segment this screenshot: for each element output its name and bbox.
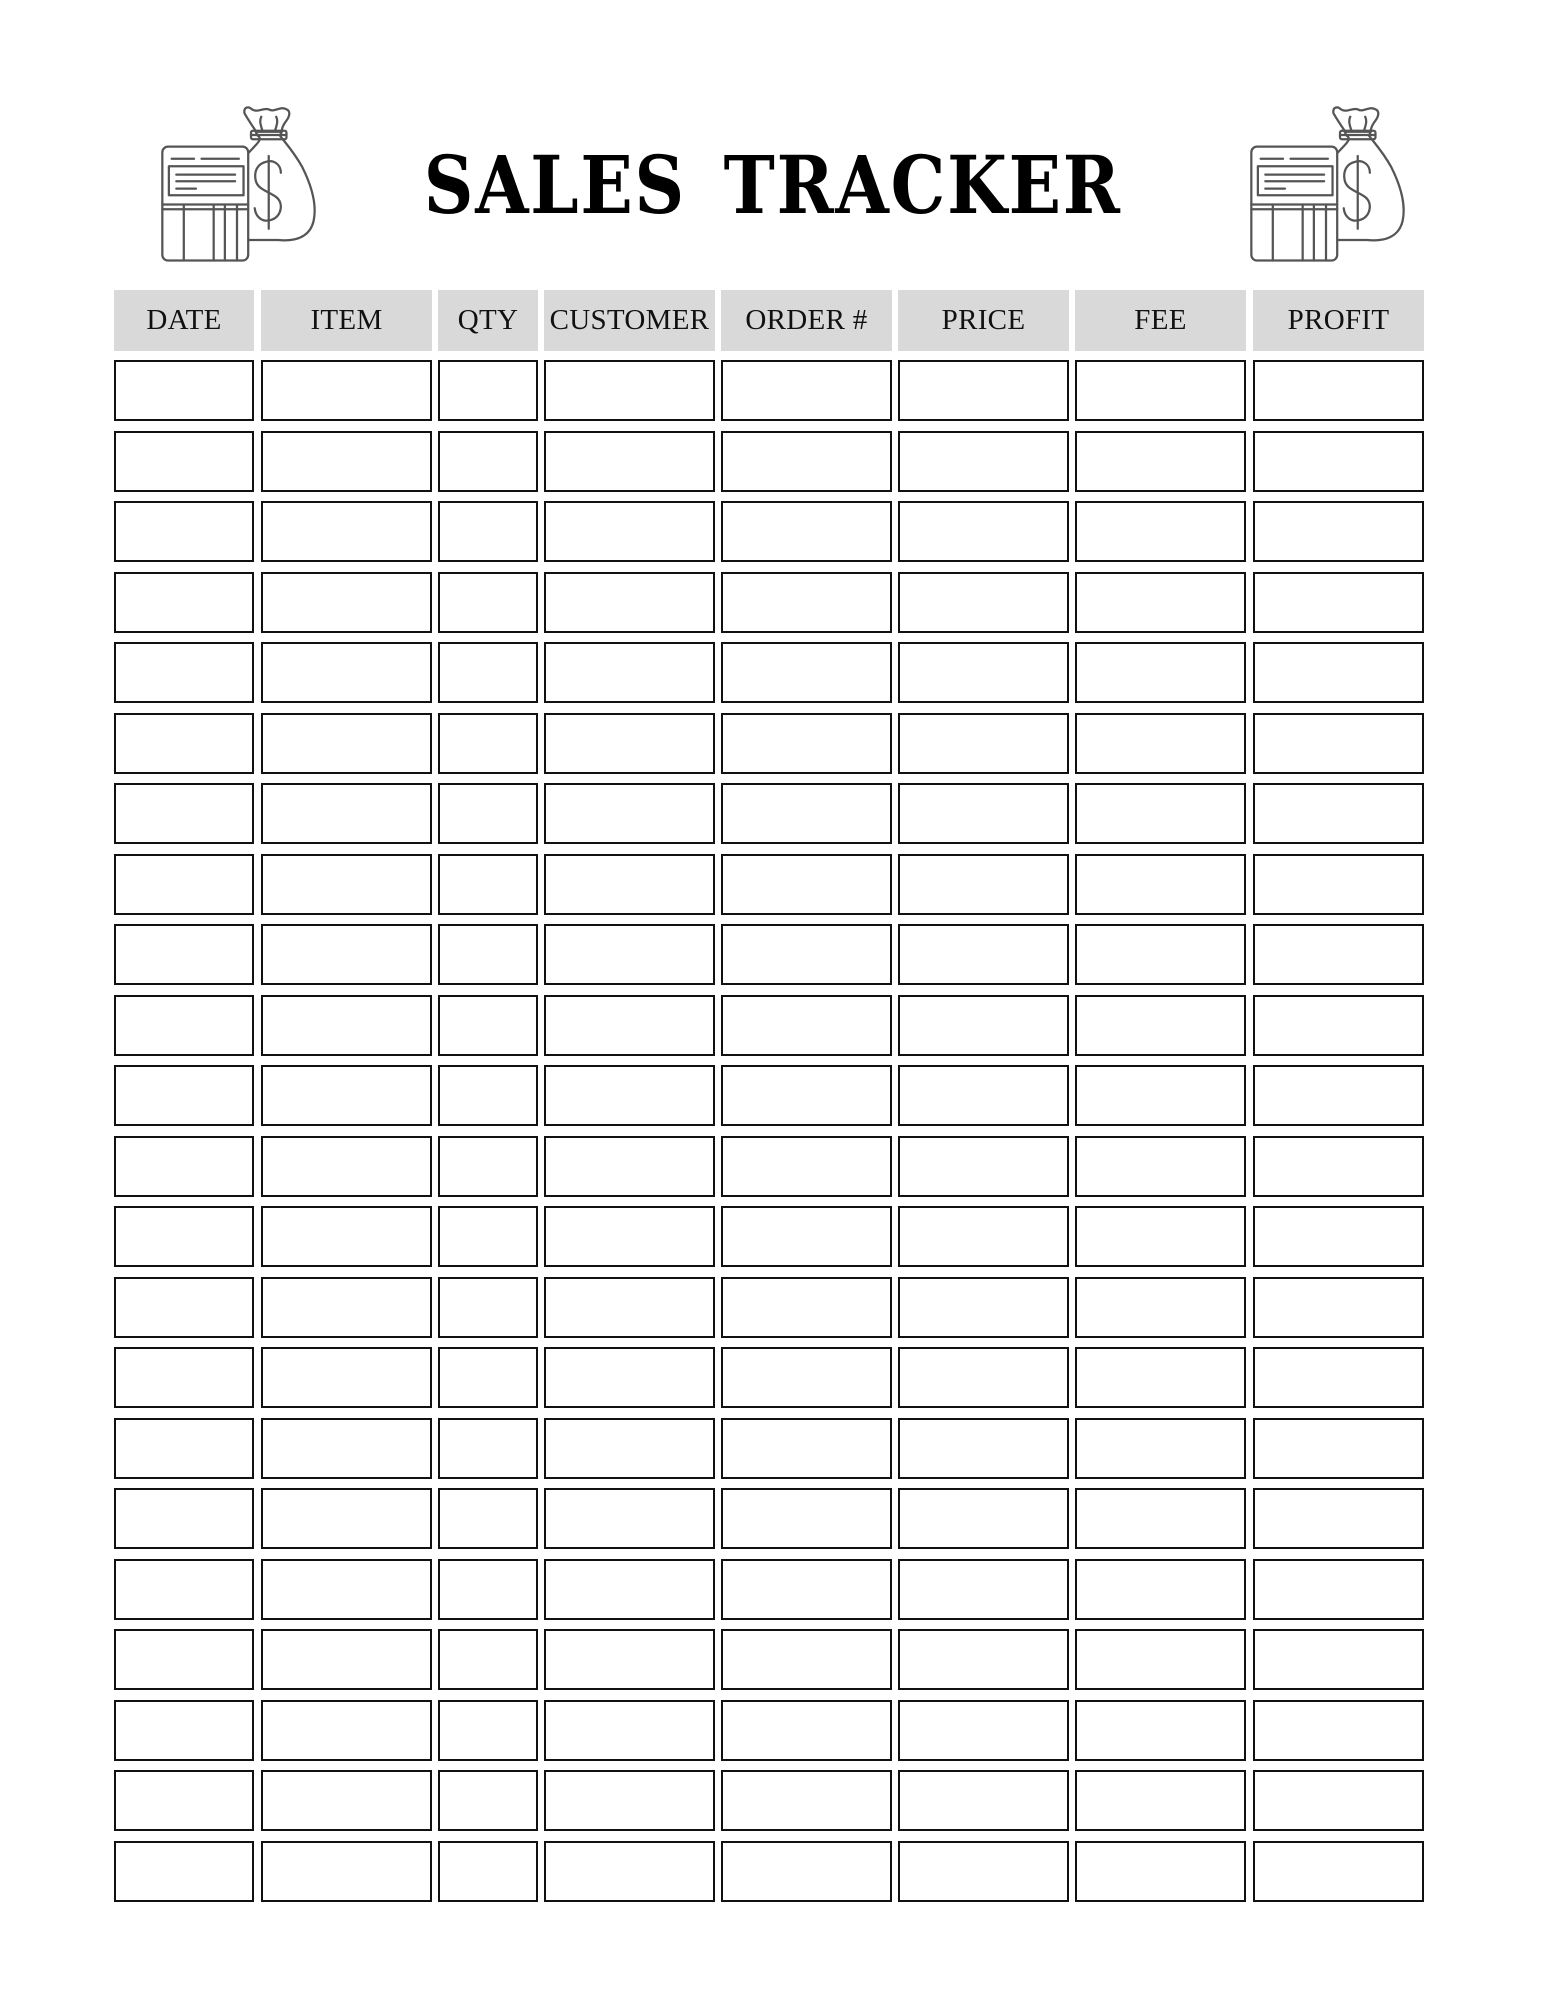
column-header: ORDER #	[721, 290, 892, 351]
page-title-text: SALES TRACKER	[423, 138, 1122, 232]
table-cell-order[interactable]	[721, 501, 892, 562]
table-cell-order[interactable]	[721, 1418, 892, 1479]
table-cell-qty[interactable]	[438, 783, 538, 844]
table-cell-price[interactable]	[898, 1841, 1069, 1902]
table-cell-customer[interactable]	[544, 783, 715, 844]
table-cell-date[interactable]	[114, 1418, 254, 1479]
table-cell-order[interactable]	[721, 360, 892, 421]
table-cell-qty[interactable]	[438, 360, 538, 421]
table-cell-price[interactable]	[898, 1065, 1069, 1126]
table-cell-fee[interactable]	[1075, 713, 1246, 774]
table-cell-item[interactable]	[261, 1841, 432, 1902]
table-cell-profit[interactable]	[1253, 1770, 1424, 1831]
table-cell-customer[interactable]	[544, 501, 715, 562]
table-cell-qty[interactable]	[438, 1347, 538, 1408]
table-cell-order[interactable]	[721, 1770, 892, 1831]
column-header: DATE	[114, 290, 254, 351]
table-cell-customer[interactable]	[544, 1136, 715, 1197]
table-cell-qty[interactable]	[438, 1206, 538, 1267]
table-cell-date[interactable]	[114, 1136, 254, 1197]
table-cell-price[interactable]	[898, 1629, 1069, 1690]
table-cell-customer[interactable]	[544, 1418, 715, 1479]
column-header: PROFIT	[1253, 290, 1424, 351]
table-cell-item[interactable]	[261, 1136, 432, 1197]
table-cell-qty[interactable]	[438, 854, 538, 915]
table-cell-profit[interactable]	[1253, 713, 1424, 774]
table-cell-item[interactable]	[261, 360, 432, 421]
table-cell-qty[interactable]	[438, 1629, 538, 1690]
table-cell-order[interactable]	[721, 572, 892, 633]
table-cell-order[interactable]	[721, 783, 892, 844]
table-cell-date[interactable]	[114, 360, 254, 421]
table-cell-order[interactable]	[721, 1700, 892, 1761]
table-cell-order[interactable]	[721, 1136, 892, 1197]
table-cell-date[interactable]	[114, 1559, 254, 1620]
table-cell-fee[interactable]	[1075, 431, 1246, 492]
table-cell-order[interactable]	[721, 1277, 892, 1338]
table-cell-price[interactable]	[898, 783, 1069, 844]
table-cell-qty[interactable]	[438, 1700, 538, 1761]
table-cell-item[interactable]	[261, 1770, 432, 1831]
table-cell-profit[interactable]	[1253, 1841, 1424, 1902]
table-cell-customer[interactable]	[544, 642, 715, 703]
table-cell-price[interactable]	[898, 713, 1069, 774]
table-cell-order[interactable]	[721, 431, 892, 492]
table-cell-qty[interactable]	[438, 1277, 538, 1338]
table-cell-fee[interactable]	[1075, 1347, 1246, 1408]
table-cell-price[interactable]	[898, 1136, 1069, 1197]
table-cell-qty[interactable]	[438, 1136, 538, 1197]
table-cell-price[interactable]	[898, 1347, 1069, 1408]
table-cell-price[interactable]	[898, 572, 1069, 633]
table-cell-profit[interactable]	[1253, 1418, 1424, 1479]
table-cell-fee[interactable]	[1075, 1065, 1246, 1126]
table-cell-fee[interactable]	[1075, 1277, 1246, 1338]
table-cell-order[interactable]	[721, 854, 892, 915]
table-cell-profit[interactable]	[1253, 431, 1424, 492]
table-cell-date[interactable]	[114, 1700, 254, 1761]
table-cell-qty[interactable]	[438, 1770, 538, 1831]
table-cell-price[interactable]	[898, 431, 1069, 492]
table-cell-fee[interactable]	[1075, 501, 1246, 562]
table-cell-fee[interactable]	[1075, 1559, 1246, 1620]
table-cell-item[interactable]	[261, 995, 432, 1056]
table-cell-date[interactable]	[114, 854, 254, 915]
table-cell-item[interactable]	[261, 642, 432, 703]
table-cell-profit[interactable]	[1253, 1065, 1424, 1126]
table-cell-qty[interactable]	[438, 501, 538, 562]
table-cell-customer[interactable]	[544, 1770, 715, 1831]
table-cell-item[interactable]	[261, 1206, 432, 1267]
table-cell-item[interactable]	[261, 1488, 432, 1549]
table-cell-qty[interactable]	[438, 1065, 538, 1126]
table-cell-item[interactable]	[261, 783, 432, 844]
table-cell-fee[interactable]	[1075, 1629, 1246, 1690]
table-cell-price[interactable]	[898, 924, 1069, 985]
table-cell-order[interactable]	[721, 995, 892, 1056]
table-cell-fee[interactable]	[1075, 1418, 1246, 1479]
table-cell-order[interactable]	[721, 1065, 892, 1126]
table-cell-item[interactable]	[261, 1418, 432, 1479]
table-cell-qty[interactable]	[438, 713, 538, 774]
table-cell-fee[interactable]	[1075, 783, 1246, 844]
table-cell-customer[interactable]	[544, 1841, 715, 1902]
table-cell-price[interactable]	[898, 1488, 1069, 1549]
table-cell-customer[interactable]	[544, 1347, 715, 1408]
table-cell-profit[interactable]	[1253, 854, 1424, 915]
table-cell-date[interactable]	[114, 642, 254, 703]
table-cell-fee[interactable]	[1075, 360, 1246, 421]
table-cell-date[interactable]	[114, 501, 254, 562]
table-cell-order[interactable]	[721, 642, 892, 703]
table-cell-customer[interactable]	[544, 1206, 715, 1267]
table-cell-date[interactable]	[114, 1770, 254, 1831]
table-cell-customer[interactable]	[544, 1277, 715, 1338]
column-header: QTY	[438, 290, 538, 351]
table-cell-qty[interactable]	[438, 1418, 538, 1479]
table-cell-fee[interactable]	[1075, 642, 1246, 703]
table-cell-profit[interactable]	[1253, 642, 1424, 703]
table-cell-customer[interactable]	[544, 924, 715, 985]
table-cell-price[interactable]	[898, 1700, 1069, 1761]
table-cell-qty[interactable]	[438, 572, 538, 633]
table-cell-qty[interactable]	[438, 431, 538, 492]
table-cell-profit[interactable]	[1253, 1277, 1424, 1338]
table-cell-fee[interactable]	[1075, 1206, 1246, 1267]
table-cell-profit[interactable]	[1253, 995, 1424, 1056]
table-cell-price[interactable]	[898, 501, 1069, 562]
table-cell-price[interactable]	[898, 642, 1069, 703]
table-cell-item[interactable]	[261, 1559, 432, 1620]
table-cell-date[interactable]	[114, 1841, 254, 1902]
table-cell-item[interactable]	[261, 572, 432, 633]
table-cell-order[interactable]	[721, 713, 892, 774]
table-cell-order[interactable]	[721, 1206, 892, 1267]
table-cell-fee[interactable]	[1075, 854, 1246, 915]
table-cell-price[interactable]	[898, 1559, 1069, 1620]
table-cell-date[interactable]	[114, 995, 254, 1056]
table-cell-date[interactable]	[114, 1629, 254, 1690]
table-cell-price[interactable]	[898, 995, 1069, 1056]
table-cell-order[interactable]	[721, 924, 892, 985]
table-cell-profit[interactable]	[1253, 924, 1424, 985]
table-cell-item[interactable]	[261, 1277, 432, 1338]
table-cell-profit[interactable]	[1253, 1700, 1424, 1761]
table-cell-price[interactable]	[898, 1277, 1069, 1338]
table-cell-customer[interactable]	[544, 1559, 715, 1620]
table-cell-price[interactable]	[898, 854, 1069, 915]
table-cell-order[interactable]	[721, 1841, 892, 1902]
table-cell-item[interactable]	[261, 713, 432, 774]
table-cell-item[interactable]	[261, 1700, 432, 1761]
table-cell-fee[interactable]	[1075, 1136, 1246, 1197]
table-cell-item[interactable]	[261, 1347, 432, 1408]
table-cell-profit[interactable]	[1253, 1559, 1424, 1620]
table-cell-profit[interactable]	[1253, 501, 1424, 562]
table-cell-profit[interactable]	[1253, 1347, 1424, 1408]
table-cell-customer[interactable]	[544, 854, 715, 915]
table-cell-profit[interactable]	[1253, 1488, 1424, 1549]
table-cell-date[interactable]	[114, 431, 254, 492]
table-cell-fee[interactable]	[1075, 995, 1246, 1056]
table-cell-qty[interactable]	[438, 1841, 538, 1902]
table-cell-price[interactable]	[898, 360, 1069, 421]
table-cell-fee[interactable]	[1075, 1700, 1246, 1761]
table-cell-item[interactable]	[261, 1629, 432, 1690]
table-cell-date[interactable]	[114, 572, 254, 633]
table-cell-customer[interactable]	[544, 713, 715, 774]
table-cell-qty[interactable]	[438, 642, 538, 703]
table-cell-fee[interactable]	[1075, 572, 1246, 633]
table-cell-profit[interactable]	[1253, 1629, 1424, 1690]
table-cell-customer[interactable]	[544, 1488, 715, 1549]
column-header: CUSTOMER	[544, 290, 715, 351]
table-cell-customer[interactable]	[544, 1629, 715, 1690]
table-cell-item[interactable]	[261, 854, 432, 915]
table-cell-price[interactable]	[898, 1206, 1069, 1267]
table-cell-order[interactable]	[721, 1488, 892, 1549]
table-cell-customer[interactable]	[544, 431, 715, 492]
table-cell-date[interactable]	[114, 1488, 254, 1549]
table-cell-order[interactable]	[721, 1347, 892, 1408]
table-cell-item[interactable]	[261, 924, 432, 985]
column-header: PRICE	[898, 290, 1069, 351]
table-cell-fee[interactable]	[1075, 1488, 1246, 1549]
table-cell-order[interactable]	[721, 1559, 892, 1620]
table-cell-date[interactable]	[114, 924, 254, 985]
table-cell-date[interactable]	[114, 1347, 254, 1408]
table-cell-date[interactable]	[114, 1206, 254, 1267]
column-header: FEE	[1075, 290, 1246, 351]
cash-register-money-bag-icon	[1242, 100, 1410, 268]
table-cell-profit[interactable]	[1253, 783, 1424, 844]
table-cell-price[interactable]	[898, 1770, 1069, 1831]
table-cell-order[interactable]	[721, 1629, 892, 1690]
table-cell-profit[interactable]	[1253, 1206, 1424, 1267]
table-cell-qty[interactable]	[438, 995, 538, 1056]
table-cell-profit[interactable]	[1253, 572, 1424, 633]
table-cell-item[interactable]	[261, 431, 432, 492]
table-cell-profit[interactable]	[1253, 360, 1424, 421]
table-cell-customer[interactable]	[544, 1700, 715, 1761]
table-cell-profit[interactable]	[1253, 1136, 1424, 1197]
table-cell-qty[interactable]	[438, 1488, 538, 1549]
table-cell-customer[interactable]	[544, 572, 715, 633]
table-cell-date[interactable]	[114, 713, 254, 774]
table-cell-fee[interactable]	[1075, 924, 1246, 985]
table-cell-price[interactable]	[898, 1418, 1069, 1479]
table-cell-date[interactable]	[114, 783, 254, 844]
table-cell-fee[interactable]	[1075, 1770, 1246, 1831]
table-cell-customer[interactable]	[544, 1065, 715, 1126]
table-cell-date[interactable]	[114, 1277, 254, 1338]
table-cell-date[interactable]	[114, 1065, 254, 1126]
table-cell-customer[interactable]	[544, 995, 715, 1056]
table-cell-qty[interactable]	[438, 1559, 538, 1620]
table-cell-item[interactable]	[261, 501, 432, 562]
table-cell-fee[interactable]	[1075, 1841, 1246, 1902]
column-header: ITEM	[261, 290, 432, 351]
table-cell-qty[interactable]	[438, 924, 538, 985]
table-cell-customer[interactable]	[544, 360, 715, 421]
table-cell-item[interactable]	[261, 1065, 432, 1126]
